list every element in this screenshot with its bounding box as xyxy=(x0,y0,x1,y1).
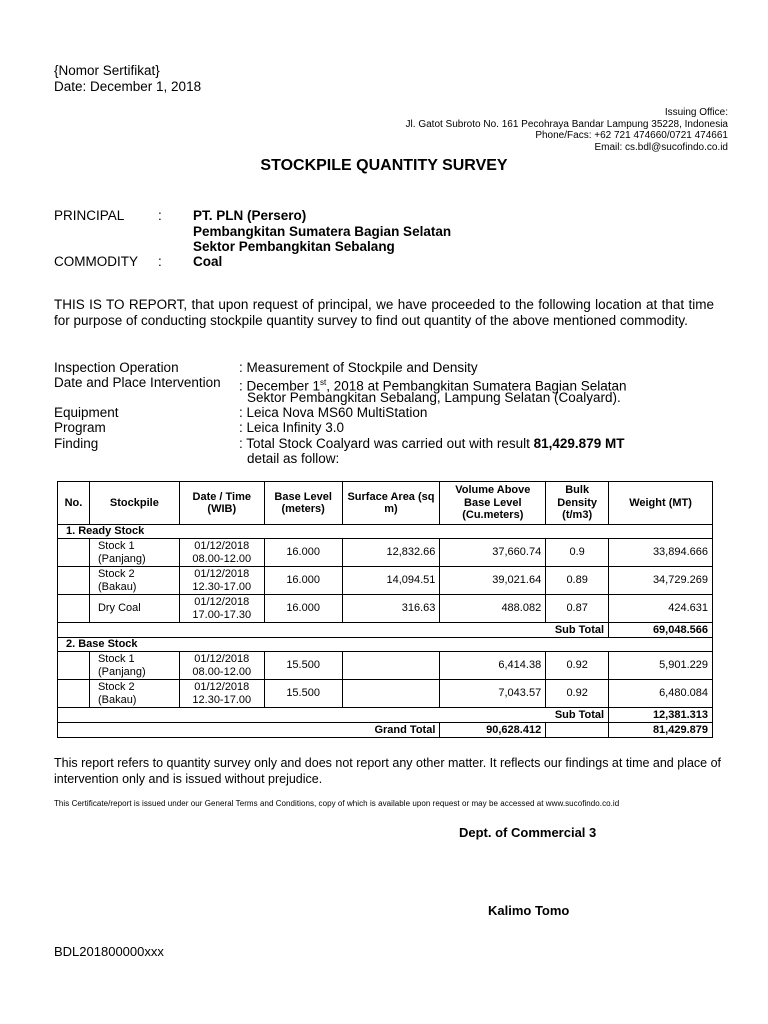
table-row xyxy=(58,652,713,680)
stockpile-name: Dry Coal xyxy=(97,602,141,615)
finding-label: Finding xyxy=(54,436,99,451)
table-row xyxy=(58,595,713,623)
report-paragraph: THIS IS TO REPORT, that upon request of principal, we have proceeded to the following location at that time for purpose of conducting stockpile quantity survey to find out quantity of the above mentioned commodity. xyxy=(54,297,714,328)
commodity-label: COMMODITY xyxy=(54,254,138,269)
stockpile-location: (Bakau) xyxy=(97,580,137,593)
row-weight: 424.631 xyxy=(609,595,713,623)
header-stockpile: Stockpile xyxy=(89,482,179,525)
header-surface-area: Surface Area (sq m) xyxy=(342,482,440,525)
table-header-row xyxy=(58,482,713,525)
row-density: 0.92 xyxy=(546,680,609,708)
office-address: Jl. Gatot Subroto No. 161 Pecohraya Bandar Lampung 35228, Indonesia xyxy=(405,118,728,130)
principal-line-2: Pembangkitan Sumatera Bagian Selatan xyxy=(193,224,452,239)
row-density: 0.9 xyxy=(546,539,609,567)
row-base-level: 16.000 xyxy=(264,567,342,595)
header-weight: Weight (MT) xyxy=(609,482,713,525)
row-base-level: 16.000 xyxy=(264,595,342,623)
principal-label: PRINCIPAL xyxy=(54,208,125,223)
row-density: 0.89 xyxy=(546,567,609,595)
principal-line-1: PT. PLN (Persero) xyxy=(193,208,307,223)
row-weight: 6,480.084 xyxy=(609,680,713,708)
row-volume: 488.082 xyxy=(440,595,546,623)
row-volume: 7,043.57 xyxy=(440,680,546,708)
row-volume: 37,660.74 xyxy=(440,539,546,567)
date-place-value-pre: : December 1 xyxy=(239,378,321,394)
finding-value-text: : Total Stock Coalyard was carried out with result xyxy=(239,436,534,451)
inspection-operation-value: : Measurement of Stockpile and Density xyxy=(239,360,478,375)
date-place-label: Date and Place Intervention xyxy=(54,375,221,390)
office-phone: Phone/Facs: +62 721 474660/0721 474661 xyxy=(535,130,728,141)
row-weight: 34,729.269 xyxy=(609,567,713,595)
signatory-name: Kalimo Tomo xyxy=(488,903,570,918)
office-email: Email: cs.bdl@sucofindo.co.id xyxy=(594,141,728,153)
table-row xyxy=(58,539,713,567)
subtotal-value: 69,048.566 xyxy=(609,623,713,638)
header-base-level: Base Level (meters) xyxy=(264,482,342,525)
document-date: Date: December 1, 2018 xyxy=(54,79,202,94)
row-density: 0.87 xyxy=(546,595,609,623)
issuing-office xyxy=(406,107,728,153)
section-row xyxy=(58,525,713,539)
document-code: BDL201800000xxx xyxy=(54,944,164,959)
row-time: 08.00-12.00 xyxy=(192,552,252,565)
table-row xyxy=(58,680,713,708)
subtotal-row xyxy=(58,623,713,638)
principal-line-3: Sektor Pembangkitan Sebalang xyxy=(193,239,395,254)
date-place-value-post: , 2018 at Pembangkitan Sumatera Bagian Selatan xyxy=(326,378,627,394)
terms-note: This Certificate/report is issued under our General Terms and Conditions, copy of which is available upon request or may be accessed at www.sucofindo.co.id xyxy=(54,799,620,808)
header-no: No. xyxy=(58,482,90,525)
row-date: 01/12/2018 xyxy=(194,540,250,552)
row-weight: 33,894.666 xyxy=(609,539,713,567)
row-date: 01/12/2018 xyxy=(194,568,250,580)
grand-total-row xyxy=(58,723,713,738)
row-density: 0.92 xyxy=(546,652,609,680)
grand-total-volume: 90,628.412 xyxy=(440,723,546,738)
section-row xyxy=(58,638,713,652)
equipment-value: : Leica Nova MS60 MultiStation xyxy=(239,405,428,420)
principal-colon: : xyxy=(158,208,162,223)
row-weight: 5,901.229 xyxy=(609,652,713,680)
header-datetime: Date / Time (WIB) xyxy=(179,482,264,525)
program-value: : Leica Infinity 3.0 xyxy=(239,420,345,435)
row-base-level: 15.500 xyxy=(264,652,342,680)
equipment-label: Equipment xyxy=(54,405,119,420)
grand-total-weight: 81,429.879 xyxy=(609,723,713,738)
row-time: 17.00-17.30 xyxy=(192,608,252,621)
row-surface-area xyxy=(342,652,440,680)
stockpile-name: Stock 2 xyxy=(97,681,135,693)
grand-total-label: Grand Total xyxy=(58,723,440,738)
program-label: Program xyxy=(54,420,106,435)
subtotal-value: 12,381.313 xyxy=(609,708,713,723)
stockpile-name: Stock 1 xyxy=(97,540,135,552)
finding-value xyxy=(239,436,624,452)
finding-value-line-2: detail as follow: xyxy=(247,451,340,466)
row-time: 12.30-17.00 xyxy=(192,693,252,706)
office-label: Issuing Office: xyxy=(664,107,728,118)
row-time: 12.30-17.00 xyxy=(192,580,252,593)
row-surface-area: 12,832.66 xyxy=(342,539,440,567)
row-volume: 39,021.64 xyxy=(440,567,546,595)
subtotal-label: Sub Total xyxy=(58,623,609,638)
row-time: 08.00-12.00 xyxy=(192,665,252,678)
row-date: 01/12/2018 xyxy=(194,653,250,665)
header-volume: Volume Above Base Level (Cu.meters) xyxy=(440,482,546,525)
row-surface-area xyxy=(342,680,440,708)
stockpile-table xyxy=(57,481,713,738)
stockpile-name: Stock 2 xyxy=(97,568,135,580)
date-place-superscript: st xyxy=(320,378,327,387)
stockpile-location: (Panjang) xyxy=(97,665,146,678)
document-title: STOCKPILE QUANTITY SURVEY xyxy=(260,157,508,174)
row-volume: 6,414.38 xyxy=(440,652,546,680)
row-base-level: 16.000 xyxy=(264,539,342,567)
section-title: 1. Ready Stock xyxy=(58,525,713,539)
department-name: Dept. of Commercial 3 xyxy=(459,825,597,840)
row-base-level: 15.500 xyxy=(264,680,342,708)
inspection-operation-label: Inspection Operation xyxy=(54,360,179,375)
header-density: Bulk Density (t/m3) xyxy=(546,482,609,525)
commodity-value: Coal xyxy=(193,254,223,269)
date-place-value-line-2: Sektor Pembangkitan Sebalang, Lampung Selatan (Coalyard). xyxy=(247,390,621,405)
stockpile-location: (Bakau) xyxy=(97,693,137,706)
subtotal-label: Sub Total xyxy=(58,708,609,723)
finding-total: 81,429.879 MT xyxy=(533,436,625,451)
row-date: 01/12/2018 xyxy=(194,681,250,693)
row-surface-area: 14,094.51 xyxy=(342,567,440,595)
subtotal-row xyxy=(58,708,713,723)
row-date: 01/12/2018 xyxy=(194,596,250,608)
commodity-colon: : xyxy=(158,254,162,269)
row-surface-area: 316.63 xyxy=(342,595,440,623)
stockpile-location: (Panjang) xyxy=(97,552,146,565)
stockpile-name: Stock 1 xyxy=(97,653,135,665)
section-title: 2. Base Stock xyxy=(58,638,713,652)
disclaimer-note: This report refers to quantity survey only and does not report any other matter. It reflects our findings at time and place of intervention only and is issued without prejudice. xyxy=(54,756,722,786)
table-row xyxy=(58,567,713,595)
certificate-number: {Nomor Sertifikat} xyxy=(54,63,160,78)
